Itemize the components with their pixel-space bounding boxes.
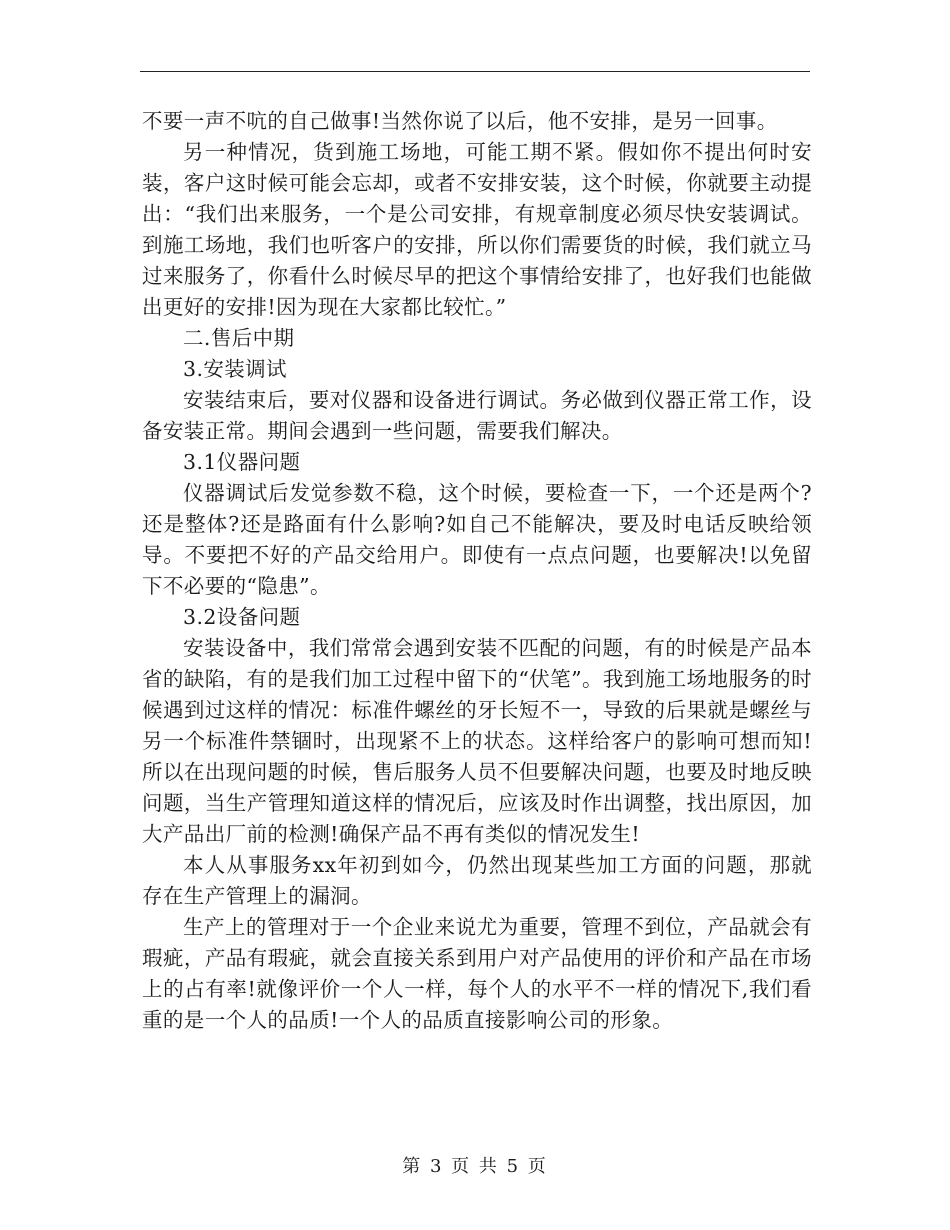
paragraph: 安装结束后，要对仪器和设备进行调试。务必做到仪器正常工作，设备安装正常。期间会遇到一些问题，需要我们解决。 [142,388,812,443]
paragraph: 安装设备中，我们常常会遇到安装不匹配的问题，有的时候是产品本省的缺陷，有的是我们加工过程中留下的“伏笔”。我到施工场地服务的时候遇到过这样的情况：标准件螺丝的牙长短不一，导致的后果就是螺丝与另一个标准件禁锢时，出现紧不上的状态。这样给客户的影响可想而知!所以在出现问题的时候，售后服务人员不但要解决问题，也要及时地反映问题，当生产管理知道这样的情况后，应该及时作出调整，找出原因，加大产品出厂前的检测!确保产品不再有类似的情况发生! [142,636,812,846]
section-heading: 3.安装调试 [183,357,287,381]
paragraph: 本人从事服务xx年初到如今，仍然出现某些加工方面的问题，那就存在生产管理上的漏洞。 [142,853,812,908]
section-heading: 二.售后中期 [183,326,295,350]
document-body [142,106,812,1036]
subsection-heading: 3.2设备问题 [183,605,301,629]
paragraph: 生产上的管理对于一个企业来说尤为重要，管理不到位，产品就会有瑕疵，产品有瑕疵，就会直接关系到用户对产品使用的评价和产品在市场上的占有率!就像评价一个人一样，每个人的水平不一样的情况下,我们看重的是一个人的品质!一个人的品质直接影响公司的形象。 [142,915,812,1032]
subsection-heading: 3.1仪器问题 [183,450,301,474]
header-rule [140,71,810,72]
paragraph: 另一种情况，货到施工场地，可能工期不紧。假如你不提出何时安装，客户这时候可能会忘却，或者不安排安装，这个时候，你就要主动提出：“我们出来服务，一个是公司安排，有规章制度必须尽快安装调试。到施工场地，我们也听客户的安排，所以你们需要货的时候，我们就立马过来服务了，你看什么时候尽早的把这个事情给安排了，也好我们也能做出更好的安排!因为现在大家都比较忙。” [142,140,812,319]
paragraph: 不要一声不吭的自己做事!当然你说了以后，他不安排，是另一回事。 [142,109,778,133]
page-footer: 第 3 页 共 5 页 [402,1156,548,1177]
paragraph: 仪器调试后发觉参数不稳，这个时候，要检查一下，一个还是两个?还是整体?还是路面有什么影响?如自己不能解决，要及时电话反映给领导。不要把不好的产品交给用户。即使有一点点问题，也要解决!以免留下不必要的“隐患”。 [142,481,812,598]
